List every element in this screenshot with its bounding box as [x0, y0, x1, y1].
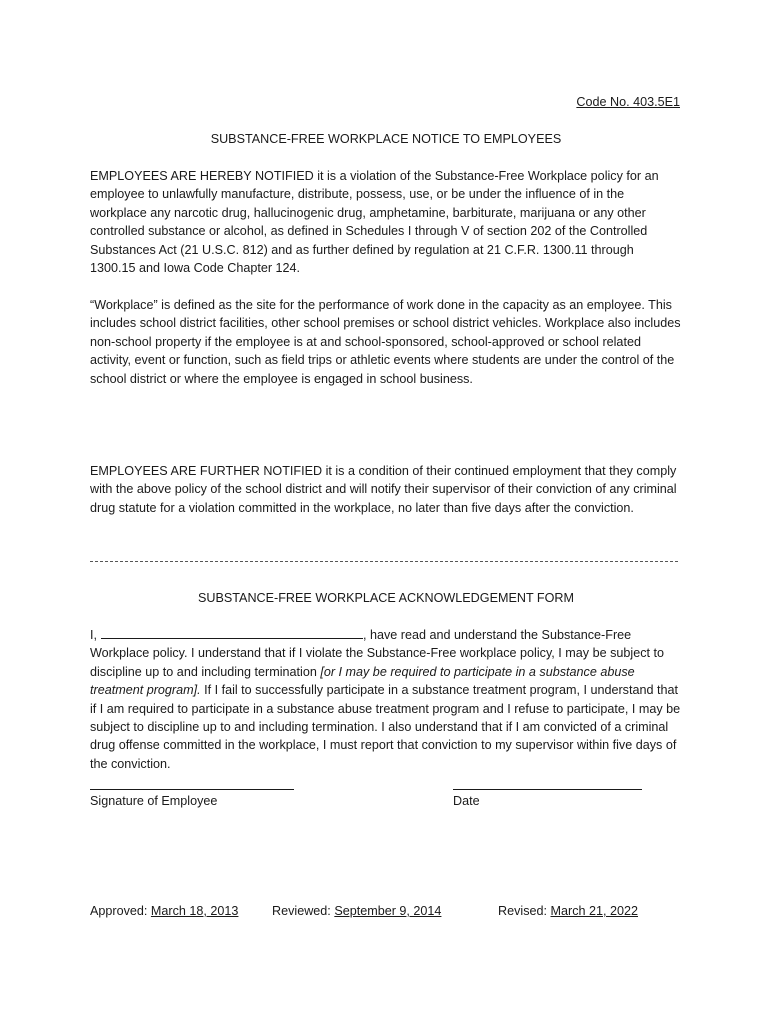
- acknowledgement-paragraph: [90, 626, 682, 773]
- reviewed-label: Reviewed:: [272, 904, 331, 918]
- approved-label: Approved:: [90, 904, 148, 918]
- date-line[interactable]: [453, 789, 642, 790]
- notice-paragraph-2: “Workplace” is defined as the site for the performance of work done in the capacity as an employee. This includes school district facilities, other school premises or school district vehicles. Workplace also includes non-school property if the employee is at and school-sponsored, school-approved or school related activity, event or function, such as field trips or athletic events where students are under the control of the school district or where the employee is engaged in school business.: [90, 298, 681, 386]
- reviewed-date: September 9, 2014: [334, 904, 442, 918]
- reviewed-line: [272, 902, 441, 920]
- form-prefix: I,: [90, 628, 97, 642]
- date-label: Date: [453, 794, 480, 808]
- notice-paragraph-1: EMPLOYEES ARE HEREBY NOTIFIED it is a violation of the Substance-Free Workplace policy for an employee to unlawfully manufacture, distribute, possess, use, or be under the influence of in the workplace any narcotic drug, hallucinogenic drug, amphetamine, barbiturate, marijuana or any other controlled substance or alcohol, as defined in Schedules I through V of section 202 of the Controlled Substances Act (21 U.S.C. 812) and as further defined by regulation at 21 C.F.R. 1300.11 through 1300.15 and Iowa Code Chapter 124.: [90, 169, 659, 276]
- revised-line: [498, 902, 638, 920]
- form-text-a: , have read and understand the Substance-Free Workplace policy. I understand that if I violate the Substance-Free workplace policy, I may be subject to discipline up to and including termination: [90, 628, 664, 679]
- notice-paragraph-3: EMPLOYEES ARE FURTHER NOTIFIED it is a condition of their continued employment that they comply with the above policy of the school district and will notify their supervisor of their conviction of any criminal drug statute for a violation committed in the workplace, no later than five days after the conviction.: [90, 464, 677, 515]
- form-title: SUBSTANCE-FREE WORKPLACE ACKNOWLEDGEMENT FORM: [198, 591, 574, 605]
- form-text-b: If I fail to successfully participate in a substance treatment program, I understand that if I am required to participate in a substance abuse treatment program and I refuse to participate, I may be subject to discipline up to and including termination. I also understand that if I am convicted of a criminal drug offense committed in the workplace, I must report that conviction to my supervisor within five days of the conviction.: [90, 683, 681, 771]
- signature-line[interactable]: [90, 789, 294, 790]
- revised-label: Revised:: [498, 904, 547, 918]
- signature-label: Signature of Employee: [90, 794, 218, 808]
- approved-line: [90, 902, 238, 920]
- form-text-italic: [or I may be required to participate in a substance abuse treatment program].: [90, 664, 635, 698]
- code-number: Code No. 403.5E1: [576, 95, 680, 109]
- notice-title: SUBSTANCE-FREE WORKPLACE NOTICE TO EMPLOYEES: [210, 132, 562, 146]
- dashed-divider: [90, 561, 678, 562]
- employee-name-field[interactable]: [101, 626, 363, 639]
- approved-date: March 18, 2013: [150, 904, 239, 918]
- revised-date: March 21, 2022: [550, 904, 639, 918]
